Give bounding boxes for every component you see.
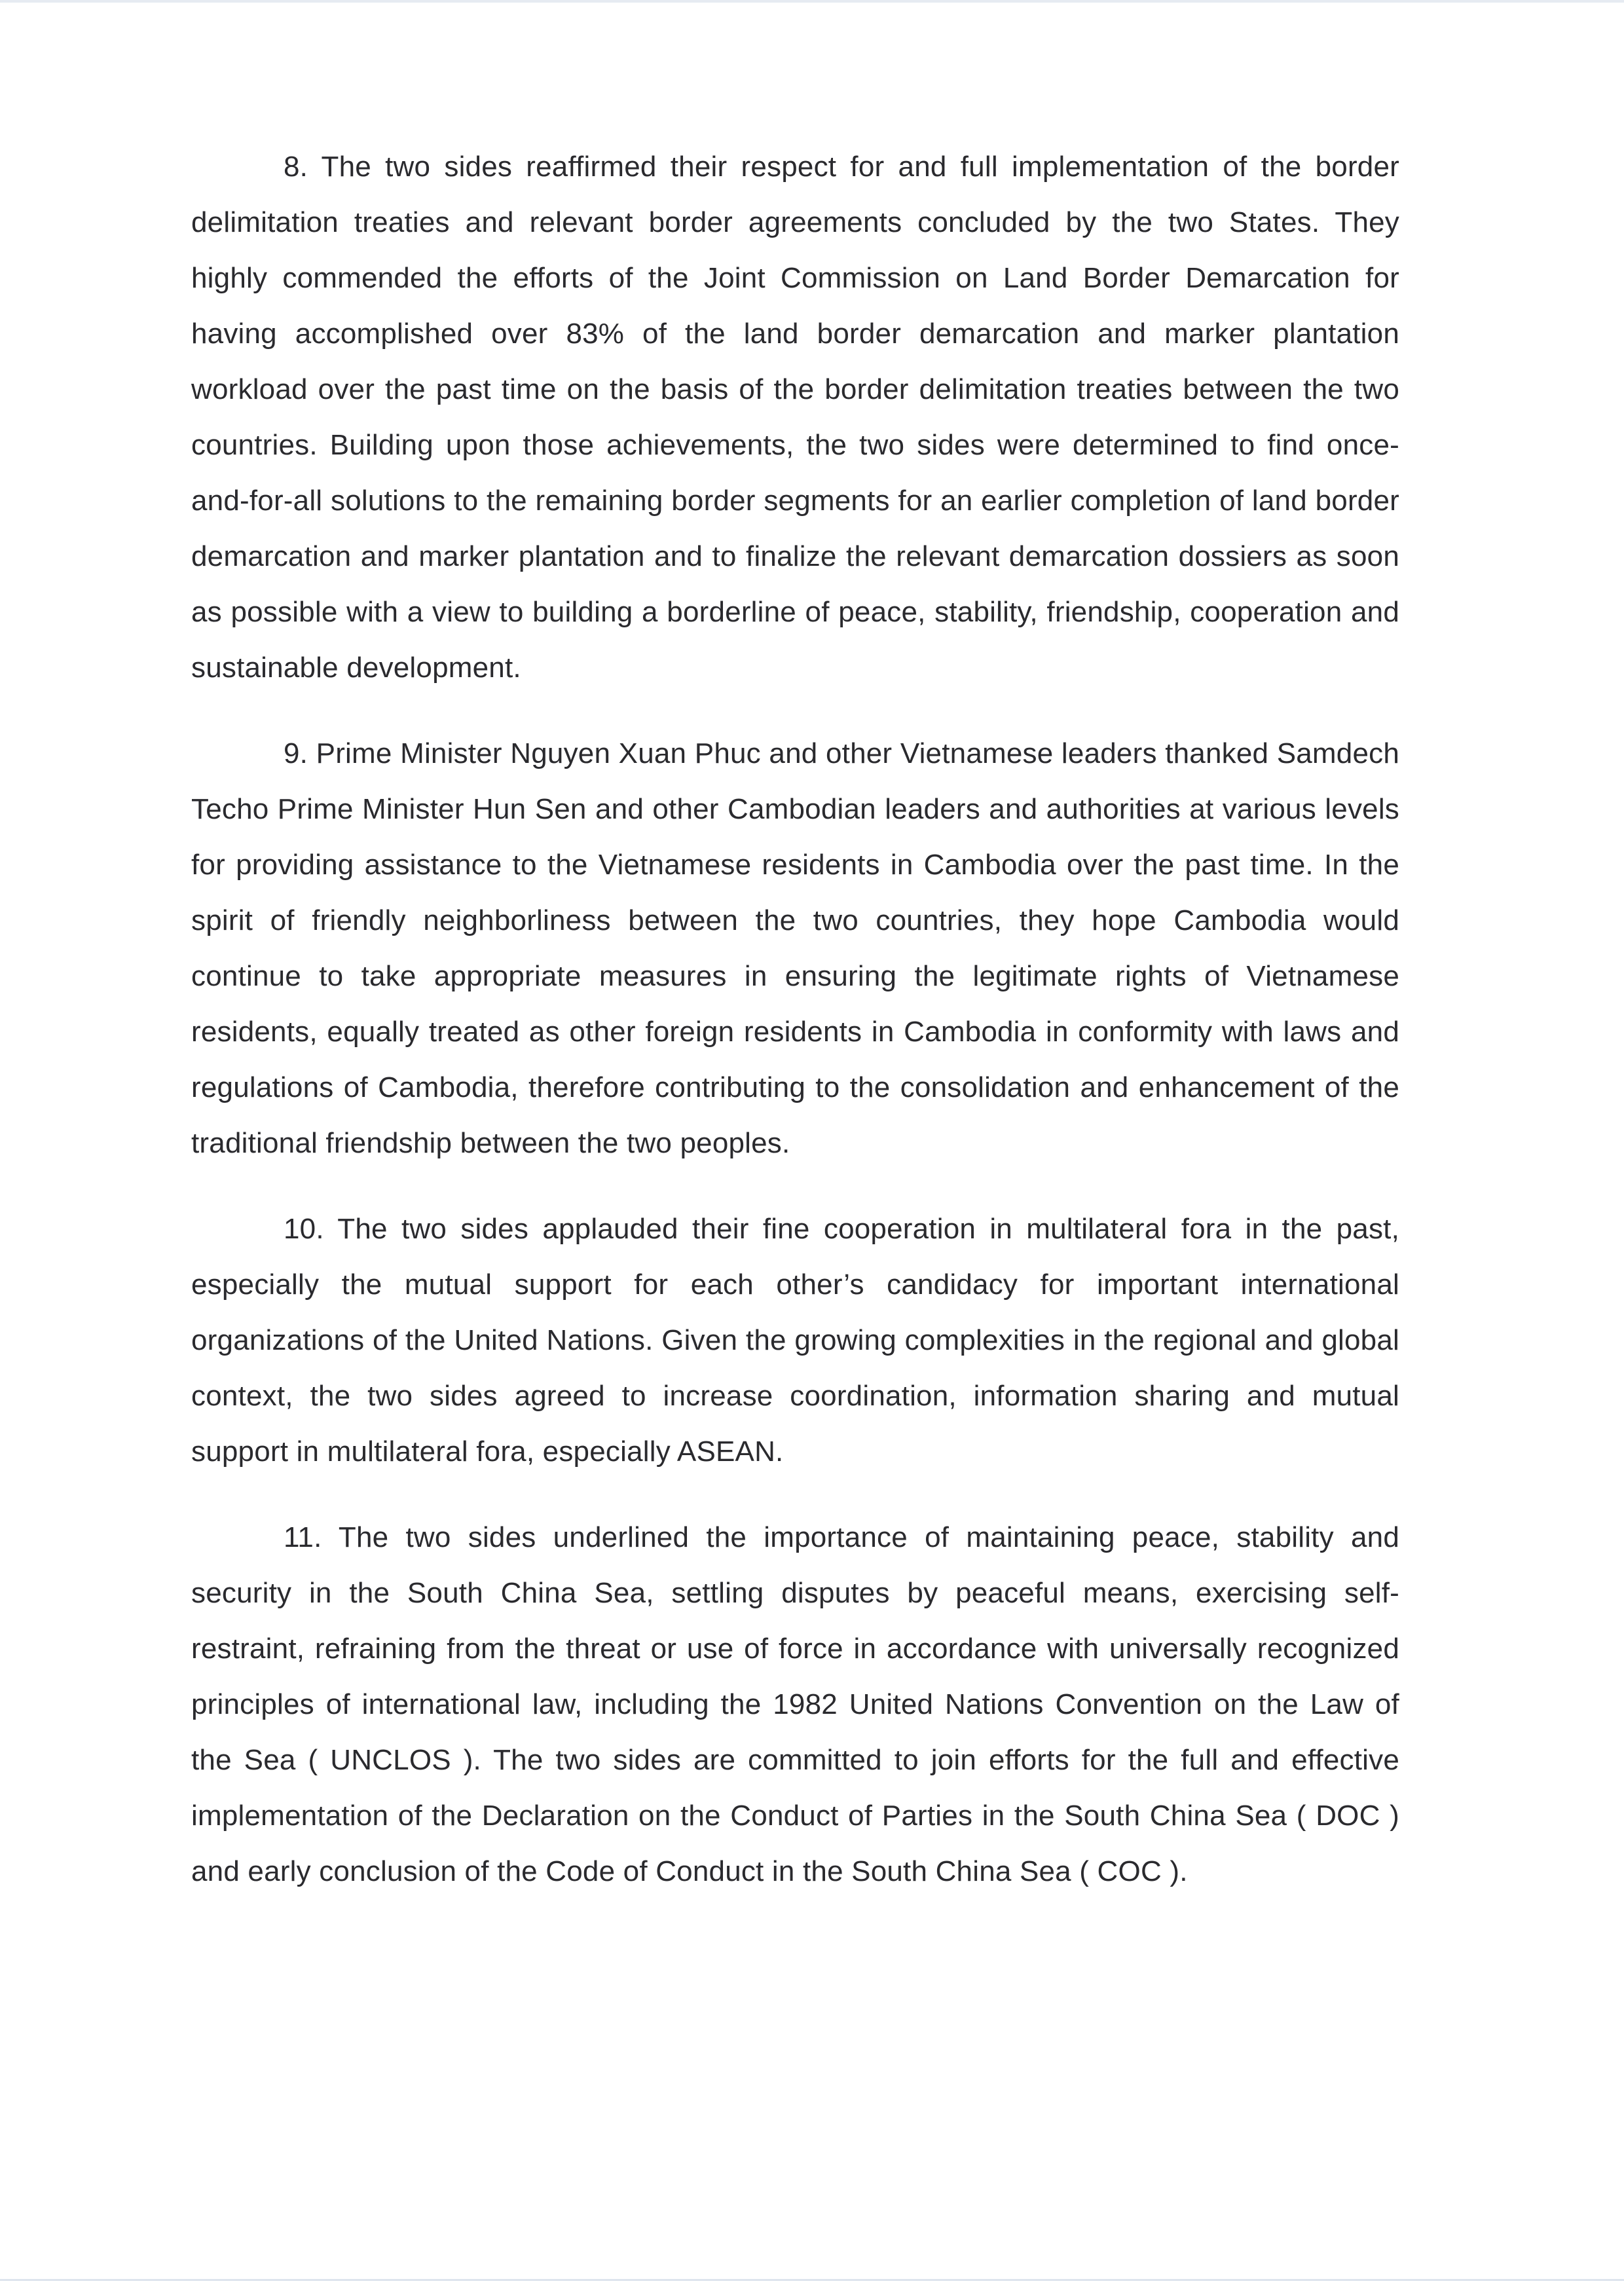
paragraph-9: 9. Prime Minister Nguyen Xuan Phuc and other Vietnamese leaders thanked Samdech Techo Prime Minister Hun Sen and other Cambodian leaders and authorities at various levels for providing assistance to the Vietnamese residents in Cambodia over the past time. In the spirit of friendly neighborliness between the two countries, they hope Cambodia would continue to take appropriate measures in ensuring the legitimate rights of Vietnamese residents, equally treated as other foreign residents in Cambodia in conformity with laws and regulations of Cambodia, therefore contributing to the consolidation and enhancement of the traditional friendship between the two peoples. <box>191 737 1399 1159</box>
scan-edge-bottom <box>0 2279 1624 2281</box>
paragraph-8: 8. The two sides reaffirmed their respect for and full implementation of the border delimitation treaties and relevant border agreements concluded by the two States. They highly commended the efforts of the Joint Commission on Land Border Demarcation for having accomplished over 83% of the land border demarcation and marker plantation workload over the past time on the basis of the border delimitation treaties between the two countries. Building upon those achievements, the two sides were determined to find once-and-for-all solutions to the remaining border segments for an earlier completion of land border demarcation and marker plantation and to finalize the relevant demarcation dossiers as soon as possible with a view to building a borderline of peace, stability, friendship, cooperation and sustainable development. <box>191 151 1399 684</box>
paragraph-10: 10. The two sides applauded their fine cooperation in multilateral fora in the past, especially the mutual support for each other’s candidacy for important international organizations of the United Nations. Given the growing complexities in the regional and global context, the two sides agreed to increase coordination, information sharing and mutual support in multilateral fora, especially ASEAN. <box>191 1213 1399 1468</box>
document-body <box>191 139 1399 1929</box>
paragraph-11: 11. The two sides underlined the importance of maintaining peace, stability and security in the South China Sea, settling disputes by peaceful means, exercising self-restraint, refraining from the threat or use of force in accordance with universally recognized principles of international law, including the 1982 United Nations Convention on the Law of the Sea ( UNCLOS ). The two sides are committed to join efforts for the full and effective implementation of the Declaration on the Conduct of Parties in the South China Sea ( DOC ) and early conclusion of the Code of Conduct in the South China Sea ( COC ). <box>191 1521 1399 1887</box>
scan-edge-top <box>0 0 1624 3</box>
